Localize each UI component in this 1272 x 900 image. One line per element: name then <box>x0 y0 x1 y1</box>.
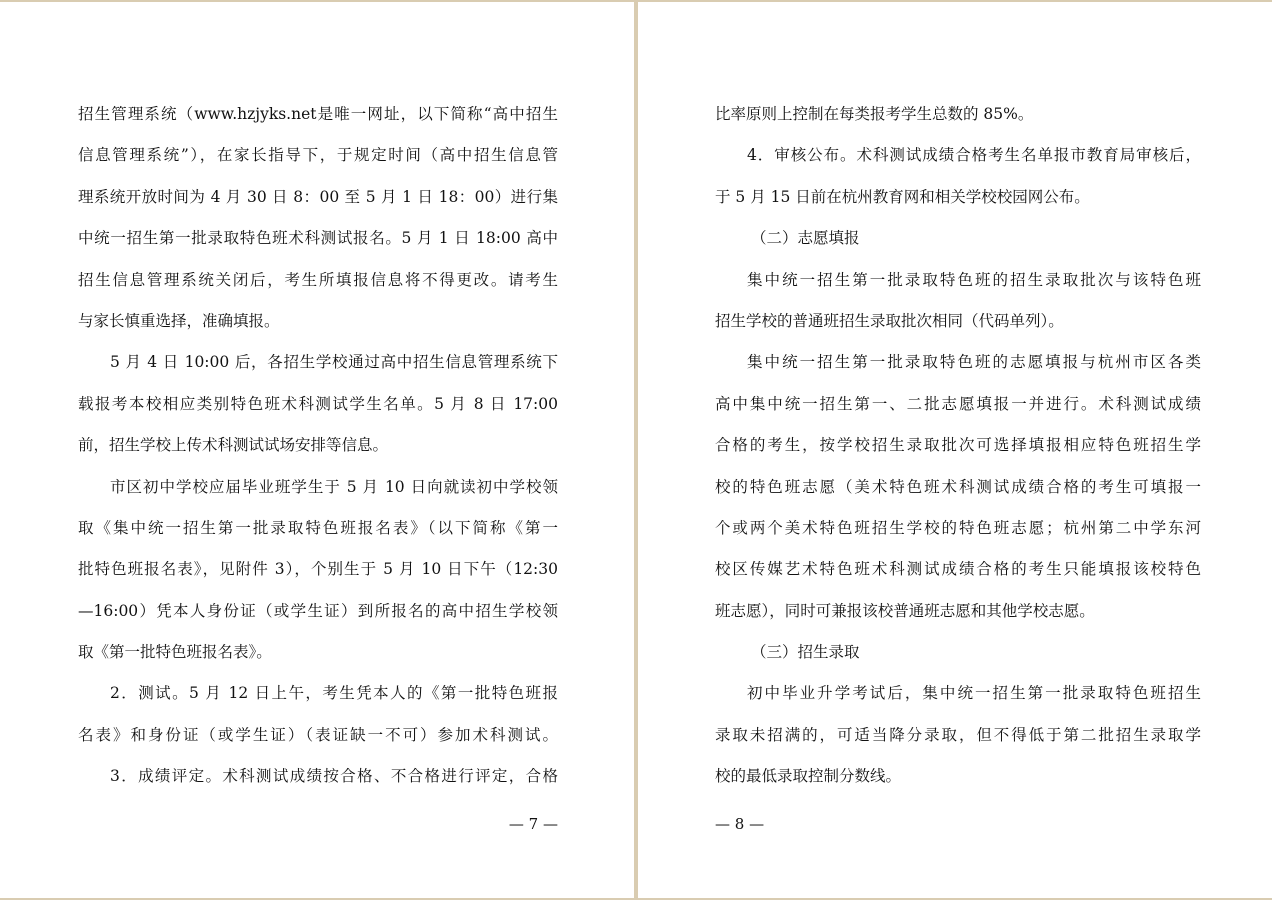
text-line: 3．成绩评定。术科测试成绩按合格、不合格进行评定，合格 <box>110 767 558 786</box>
text-line: 2．测试。5 月 12 日上午，考生凭本人的《第一批特色班报 <box>110 684 558 703</box>
text-line: 集中统一招生第一批录取特色班的志愿填报与杭州市区各类 <box>747 353 1201 372</box>
text-line: 校的最低录取控制分数线。 <box>715 767 902 786</box>
text-line: 班志愿），同时可兼报该校普通班志愿和其他学校志愿。 <box>715 601 1095 620</box>
page-number: — 7 — <box>508 815 558 833</box>
text-line: 比率原则上控制在每类报考学生总数的 85%。 <box>715 105 1034 123</box>
left-page-body <box>78 94 558 798</box>
text-line: 集中统一招生第一批录取特色班的招生录取批次与该特色班 <box>747 270 1201 289</box>
section-heading: （二）志愿填报 <box>751 229 860 248</box>
right-page-body <box>715 94 1201 798</box>
text-line: 高中集中统一招生第一、二批志愿填报一并进行。术科测试成绩 <box>715 394 1201 413</box>
text-line: 校区传媒艺术特色班术科测试成绩合格的考生只能填报该校特色 <box>715 560 1201 579</box>
text-line: 名表》和身份证（或学生证）（表证缺一不可）参加术科测试。 <box>78 725 558 744</box>
page-number: — 8 — <box>715 815 765 833</box>
text-line: 载报考本校相应类别特色班术科测试学生名单。5 月 8 日 17:00 <box>78 394 558 413</box>
text-line: 信息管理系统”），在家长指导下，于规定时间（高中招生信息管 <box>78 146 558 165</box>
text-line: 前，招生学校上传术科测试试场安排等信息。 <box>78 436 389 455</box>
text-line: 中统一招生第一批录取特色班术科测试报名。5 月 1 日 18:00 高中 <box>78 229 558 248</box>
text-line: 于 5 月 15 日前在杭州教育网和相关学校校园网公布。 <box>715 187 1090 206</box>
text-line: 5 月 4 日 10:00 后，各招生学校通过高中招生信息管理系统下 <box>110 353 558 372</box>
text-line: 取《集中统一招生第一批录取特色班报名表》（以下简称《第一 <box>78 518 558 537</box>
text-line: —16:00）凭本人身份证（或学生证）到所报名的高中招生学校领 <box>78 601 558 620</box>
text-line: 招生学校的普通班招生录取批次相同（代码单列）。 <box>715 311 1064 330</box>
text-line: 个或两个美术特色班招生学校的特色班志愿；杭州第二中学东河 <box>715 518 1201 537</box>
right-page <box>638 2 1272 898</box>
text-line: 合格的考生，按学校招生录取批次可选择填报相应特色班招生学 <box>715 436 1201 455</box>
text-line: 招生管理系统（www.hzjyks.net是唯一网址，以下简称“高中招生 <box>78 105 558 123</box>
text-line: 录取未招满的，可适当降分录取，但不得低于第二批招生录取学 <box>715 725 1201 744</box>
text-line: 初中毕业升学考试后，集中统一招生第一批录取特色班招生 <box>747 684 1201 703</box>
text-line: 理系统开放时间为 4 月 30 日 8：00 至 5 月 1 日 18：00）进行集 <box>78 187 558 206</box>
left-page <box>0 2 634 898</box>
text-line: 与家长慎重选择，准确填报。 <box>78 311 280 330</box>
text-line: 4．审核公布。术科测试成绩合格考生名单报市教育局审核后， <box>747 146 1201 165</box>
text-line: 市区初中学校应届毕业班学生于 5 月 10 日向就读初中学校领 <box>110 477 558 496</box>
section-heading: （三）招生录取 <box>751 643 860 662</box>
text-line: 招生信息管理系统关闭后，考生所填报信息将不得更改。请考生 <box>78 270 558 289</box>
text-line: 校的特色班志愿（美术特色班术科测试成绩合格的考生可填报一 <box>715 477 1201 496</box>
text-line: 取《第一批特色班报名表》。 <box>78 643 272 662</box>
text-line: 批特色班报名表》，见附件 3），个别生于 5 月 10 日下午（12:30 <box>78 560 558 579</box>
